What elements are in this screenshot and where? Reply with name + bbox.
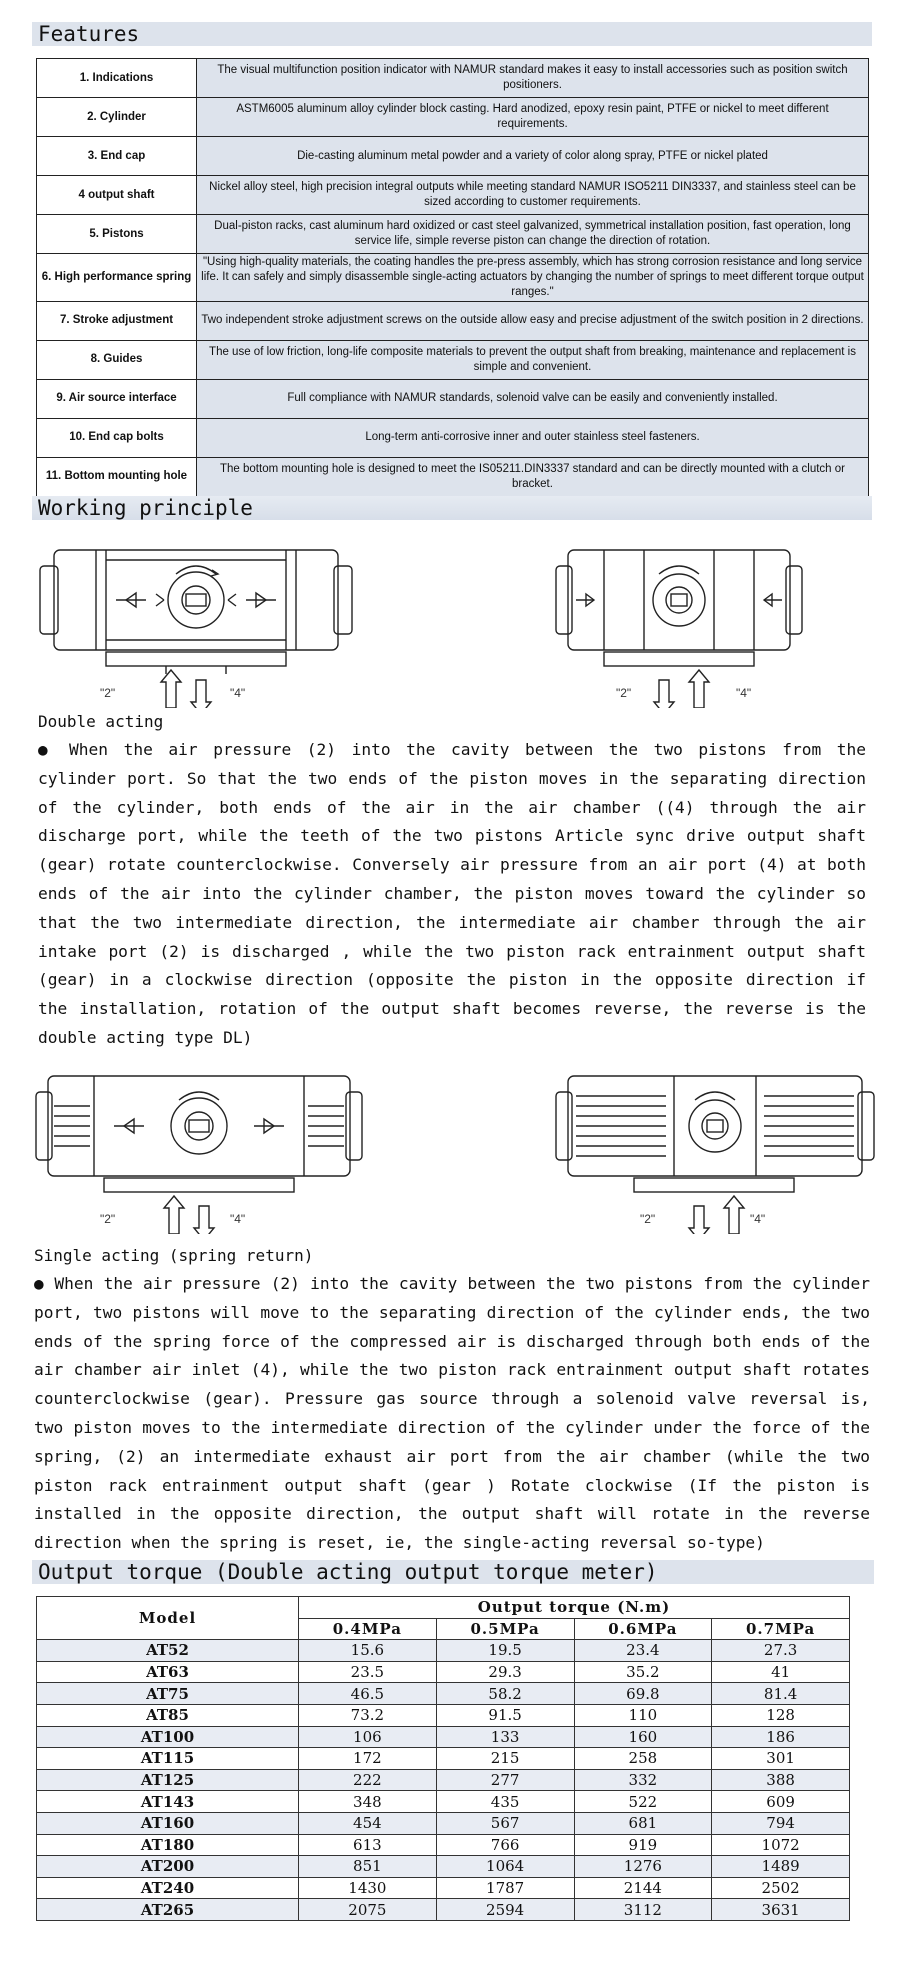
single-acting-text: [34, 1270, 870, 1558]
torque-cell: 1430: [299, 1877, 437, 1899]
torque-cell: 1489: [712, 1856, 850, 1878]
torque-cell: 613: [299, 1834, 437, 1856]
torque-cell: 58.2: [436, 1683, 574, 1705]
pressure-header: 0.5MPa: [436, 1618, 574, 1640]
torque-cell: 2144: [574, 1877, 712, 1899]
torque-cell: 106: [299, 1726, 437, 1748]
model-cell: AT240: [37, 1877, 299, 1899]
single-acting-caption: Single acting (spring return): [34, 1246, 314, 1265]
table-row: [37, 1877, 850, 1899]
torque-cell: 69.8: [574, 1683, 712, 1705]
torque-cell: 794: [712, 1812, 850, 1834]
bullet-icon: ●: [34, 1274, 45, 1293]
table-row: [37, 1812, 850, 1834]
torque-cell: 19.5: [436, 1640, 574, 1662]
table-row: [37, 1748, 850, 1770]
torque-cell: 215: [436, 1748, 574, 1770]
double-acting-diagram-2: [554, 540, 804, 708]
feature-row: [37, 340, 869, 379]
torque-cell: 27.3: [712, 1640, 850, 1662]
feature-description: The visual multifunction position indicator with NAMUR standard makes it easy to install accessories such as position switch positioners.: [197, 59, 869, 98]
feature-row: [37, 418, 869, 457]
torque-cell: 133: [436, 1726, 574, 1748]
torque-cell: 110: [574, 1704, 712, 1726]
torque-cell: 258: [574, 1748, 712, 1770]
torque-cell: 3631: [712, 1899, 850, 1921]
feature-label: 4 output shaft: [37, 176, 197, 215]
feature-row: [37, 98, 869, 137]
table-row: [37, 1856, 850, 1878]
torque-cell: 454: [299, 1812, 437, 1834]
double-acting-text: [38, 736, 866, 1053]
table-row: [37, 1899, 850, 1921]
feature-label: 10. End cap bolts: [37, 418, 197, 457]
feature-row: [37, 176, 869, 215]
torque-cell: 73.2: [299, 1704, 437, 1726]
feature-row: [37, 137, 869, 176]
torque-cell: 277: [436, 1769, 574, 1791]
torque-cell: 348: [299, 1791, 437, 1813]
torque-cell: 567: [436, 1812, 574, 1834]
features-table: [36, 58, 869, 497]
single-acting-diagram-1: [34, 1066, 364, 1234]
feature-label: 1. Indications: [37, 59, 197, 98]
pressure-header: 0.6MPa: [574, 1618, 712, 1640]
feature-description: Two independent stroke adjustment screws on the outside allow easy and precise adjustment of the switch position in 2 directions.: [197, 301, 869, 340]
feature-description: The bottom mounting hole is designed to meet the IS05211.DIN3337 standard and can be directly mounted with a clutch or bracket.: [197, 457, 869, 496]
model-cell: AT265: [37, 1899, 299, 1921]
torque-cell: 15.6: [299, 1640, 437, 1662]
torque-cell: 35.2: [574, 1661, 712, 1683]
feature-label: 6. High performance spring: [37, 254, 197, 302]
torque-cell: 681: [574, 1812, 712, 1834]
model-cell: AT125: [37, 1769, 299, 1791]
feature-description: "Using high-quality materials, the coating handles the pre-press assembly, which has strong corrosion resistance and long service life. It can safely and simply disassemble single-acting actuators by changing the number of springs to meet different torque output ranges.": [197, 254, 869, 302]
bullet-icon: ●: [38, 740, 54, 759]
torque-cell: 160: [574, 1726, 712, 1748]
feature-description: Full compliance with NAMUR standards, solenoid valve can be easily and conveniently installed.: [197, 379, 869, 418]
torque-cell: 2594: [436, 1899, 574, 1921]
torque-cell: 609: [712, 1791, 850, 1813]
model-cell: AT160: [37, 1812, 299, 1834]
output-torque-group-header: Output torque (N.m): [299, 1597, 850, 1619]
feature-row: [37, 301, 869, 340]
torque-cell: 23.4: [574, 1640, 712, 1662]
feature-label: 9. Air source interface: [37, 379, 197, 418]
table-row: [37, 1769, 850, 1791]
torque-cell: 301: [712, 1748, 850, 1770]
torque-cell: 91.5: [436, 1704, 574, 1726]
table-row: [37, 1683, 850, 1705]
table-row: [37, 1726, 850, 1748]
table-row: [37, 1791, 850, 1813]
torque-cell: 1787: [436, 1877, 574, 1899]
model-cell: AT143: [37, 1791, 299, 1813]
torque-cell: 2075: [299, 1899, 437, 1921]
model-cell: AT75: [37, 1683, 299, 1705]
torque-table: [36, 1596, 850, 1921]
port-2-label: "2": [100, 1212, 116, 1226]
pressure-header: 0.4MPa: [299, 1618, 437, 1640]
torque-cell: 222: [299, 1769, 437, 1791]
feature-row: [37, 215, 869, 254]
double-acting-diagram-1: [36, 540, 356, 708]
torque-cell: 1072: [712, 1834, 850, 1856]
torque-cell: 29.3: [436, 1661, 574, 1683]
table-row: [37, 1834, 850, 1856]
torque-cell: 128: [712, 1704, 850, 1726]
feature-description: The use of low friction, long-life composite materials to prevent the output shaft from breaking, maintenance and replacement is simple and convenient.: [197, 340, 869, 379]
model-header: Model: [37, 1597, 299, 1640]
torque-cell: 2502: [712, 1877, 850, 1899]
port-4-label: "4": [230, 1212, 246, 1226]
feature-label: 8. Guides: [37, 340, 197, 379]
output-torque-heading: Output torque (Double acting output torque meter): [32, 1560, 874, 1584]
model-cell: AT115: [37, 1748, 299, 1770]
feature-description: Nickel alloy steel, high precision integral outputs while meeting standard NAMUR ISO5211 DIN3337, and stainless steel can be sized according to customer requirements.: [197, 176, 869, 215]
torque-cell: 522: [574, 1791, 712, 1813]
torque-cell: 388: [712, 1769, 850, 1791]
model-cell: AT100: [37, 1726, 299, 1748]
port-2-label: "2": [100, 686, 116, 700]
double-acting-caption: Double acting: [38, 712, 164, 731]
double-acting-body: When the air pressure (2) into the cavity between the two pistons from the cylinder port. So that the two ends of the piston moves in the separating direction of the cylinder, both ends of the air in the air chamber ((4) through the air discharge port, while the teeth of the two pistons Article sync drive output shaft (gear) rotate counterclockwise. Conversely air pressure from an air port (4) at both ends of the air into the cylinder chamber, the piston moves toward the cylinder so that the two intermediate direction, the intermediate air chamber through the air intake port (2) is discharged , while the two piston rack entrainment output shaft (gear) in a clockwise direction (opposite the piston in the opposite direction if the installation, rotation of the output shaft becomes reverse, the reverse is the double acting type DL): [38, 740, 866, 1047]
model-cell: AT180: [37, 1834, 299, 1856]
torque-cell: 46.5: [299, 1683, 437, 1705]
pressure-header: 0.7MPa: [712, 1618, 850, 1640]
table-row: [37, 1661, 850, 1683]
feature-label: 7. Stroke adjustment: [37, 301, 197, 340]
port-4-label: "4": [736, 686, 752, 700]
torque-cell: 332: [574, 1769, 712, 1791]
model-cell: AT52: [37, 1640, 299, 1662]
torque-cell: 1276: [574, 1856, 712, 1878]
port-4-label: "4": [750, 1212, 766, 1226]
torque-cell: 919: [574, 1834, 712, 1856]
working-principle-heading: Working principle: [32, 496, 872, 520]
torque-cell: 851: [299, 1856, 437, 1878]
table-row: [37, 1640, 850, 1662]
feature-label: 3. End cap: [37, 137, 197, 176]
torque-cell: 435: [436, 1791, 574, 1813]
torque-cell: 23.5: [299, 1661, 437, 1683]
torque-cell: 186: [712, 1726, 850, 1748]
model-cell: AT63: [37, 1661, 299, 1683]
feature-row: [37, 379, 869, 418]
feature-label: 11. Bottom mounting hole: [37, 457, 197, 496]
table-row: [37, 1704, 850, 1726]
torque-cell: 81.4: [712, 1683, 850, 1705]
feature-description: ASTM6005 aluminum alloy cylinder block casting. Hard anodized, epoxy resin paint, PTFE or nickel to meet different requirements.: [197, 98, 869, 137]
torque-cell: 3112: [574, 1899, 712, 1921]
single-acting-body: When the air pressure (2) into the cavity between the two pistons from the cylinder port, two pistons will move to the separating direction of the cylinder ends, the two ends of the spring force of the compressed air is discharged through both ends of the air chamber air inlet (4), while the two piston rack entrainment output shaft rotates counterclockwise (gear). Pressure gas source through a solenoid valve reversal is, two piston moves to the intermediate direction of the cylinder under the force of the spring, (2) an intermediate exhaust air port from the air chamber (while the two piston rack entrainment output shaft (gear ) Rotate clockwise (If the piston is installed in the opposite direction, the output shaft will rotate in the reverse direction when the spring is reset, ie, the single-acting reversal so-type): [34, 1274, 870, 1553]
feature-description: Die-casting aluminum metal powder and a variety of color along spray, PTFE or nickel plated: [197, 137, 869, 176]
feature-description: Dual-piston racks, cast aluminum hard oxidized or cast steel galvanized, symmetrical installation position, fast operation, long service life, simple reverse piston can change the direction of rotation.: [197, 215, 869, 254]
torque-cell: 766: [436, 1834, 574, 1856]
torque-cell: 1064: [436, 1856, 574, 1878]
port-2-label: "2": [616, 686, 632, 700]
feature-row: [37, 254, 869, 302]
feature-row: [37, 457, 869, 496]
feature-row: [37, 59, 869, 98]
torque-cell: 41: [712, 1661, 850, 1683]
model-cell: AT85: [37, 1704, 299, 1726]
model-cell: AT200: [37, 1856, 299, 1878]
features-heading: Features: [32, 22, 872, 46]
torque-cell: 172: [299, 1748, 437, 1770]
feature-description: Long-term anti-corrosive inner and outer stainless steel fasteners.: [197, 418, 869, 457]
feature-label: 5. Pistons: [37, 215, 197, 254]
port-4-label: "4": [230, 686, 246, 700]
feature-label: 2. Cylinder: [37, 98, 197, 137]
port-2-label: "2": [640, 1212, 656, 1226]
single-acting-diagram-2: [554, 1066, 876, 1234]
